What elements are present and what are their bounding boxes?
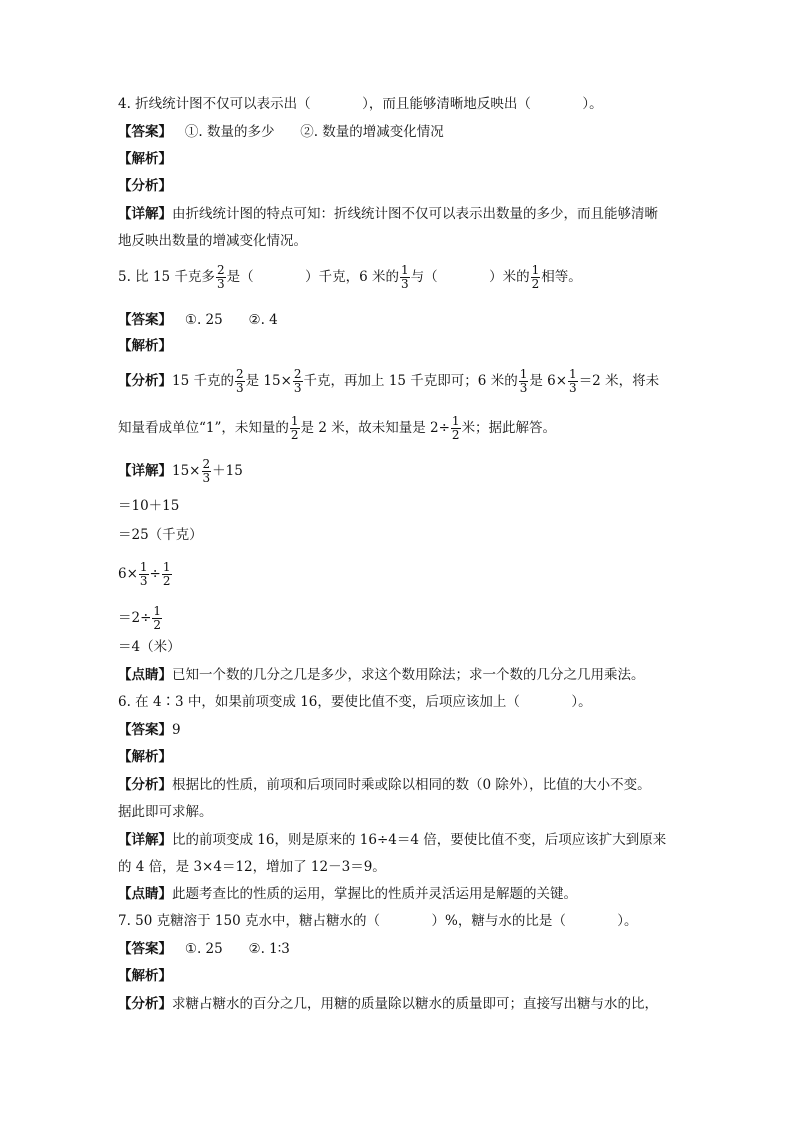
dianjing-label: 【点睛】 [118, 667, 172, 683]
fraction: $\frac{2}{3}$ [216, 263, 225, 291]
q6-answer [118, 720, 181, 740]
q5-detail-step: ＝2÷ $\frac{1}{2}$ [118, 604, 162, 632]
answer-label: 【答案】 [118, 312, 172, 328]
q6-detail: 【详解】比的前项变成 16，则是原来的 16÷4＝4 倍，要使比值不变，后项应该扩大到原来 [118, 832, 667, 848]
q7-fenxi: 【分析】求糖占糖水的百分之几，用糖的质量除以糖水的质量即可；直接写出糖与水的比， [118, 996, 658, 1012]
question-4 [118, 94, 603, 114]
q5-detail-step: 6× $\frac{1}{3}$ ÷ $\frac{1}{2}$ [118, 560, 171, 588]
question-5-text: 是（ ）千克，6 米的 [226, 269, 399, 285]
question-4-text: 4. 折线统计图不仅可以表示出（ ），而且能够清晰地反映出（ ）。 [118, 96, 603, 112]
fraction: $\frac{2}{3}$ [293, 367, 302, 395]
detail-label: 【详解】 [118, 832, 172, 848]
q7-answer [118, 939, 290, 959]
fraction: $\frac{1}{3}$ [519, 367, 528, 395]
q4-detail [118, 204, 658, 224]
detail-label: 【详解】 [118, 206, 172, 222]
detail-label: 【详解】 [118, 463, 172, 479]
fraction: $\frac{2}{3}$ [235, 367, 244, 395]
question-6 [118, 692, 592, 712]
q5-detail-step: ＝4（米） [118, 639, 181, 655]
analysis-label: 【解析】 [118, 968, 172, 984]
q4-fenxi [118, 176, 172, 196]
answer-text: ①. 25 ②. 4 [172, 312, 278, 328]
dianjing-label: 【点睛】 [118, 886, 172, 902]
answer-label: 【答案】 [118, 124, 172, 140]
q4-analysis [118, 149, 172, 169]
analysis-label: 【解析】 [118, 338, 172, 354]
q6-analysis [118, 747, 172, 767]
question-6-text: 6. 在 4∶3 中，如果前项变成 16，要使比值不变，后项应该加上（ ）。 [118, 694, 592, 710]
fraction: $\frac{1}{2}$ [531, 263, 540, 291]
answer-text: 9 [172, 722, 181, 738]
fraction: $\frac{1}{3}$ [139, 560, 148, 588]
answer-text: ①. 数量的多少 ②. 数量的增减变化情况 [172, 124, 444, 140]
q6-fenxi: 【分析】根据比的性质，前项和后项同时乘或除以相同的数（0 除外），比值的大小不变。 [118, 777, 651, 793]
q5-fenxi-cont: 知量看成单位“1”，未知量的 $\frac{1}{2}$ 是 2 米，故未知量是 2÷ $\frac{1}{2}$ 米；据此解答。 [118, 414, 557, 442]
analysis-label: 【解析】 [118, 749, 172, 765]
q5-dianjing: 【点睛】已知一个数的几分之几是多少，求这个数用除法；求一个数的几分之几用乘法。 [118, 667, 645, 683]
q5-fenxi: 【分析】15 千克的 $\frac{2}{3}$ 是 15× $\frac{2}{3}$ 千克，再加上 15 千克即可；6 米的 $\frac{1}{3}$ 是 6× $\frac{1}{3}$ ＝2 米，将未 [118, 367, 660, 395]
q4-answer [118, 122, 444, 142]
question-5-text: 与（ ）米的 [410, 269, 530, 285]
fenxi-label: 【分析】 [118, 178, 172, 194]
analysis-label: 【解析】 [118, 151, 172, 167]
fraction: $\frac{1}{2}$ [153, 604, 162, 632]
q5-analysis [118, 336, 172, 356]
fraction: $\frac{1}{3}$ [569, 367, 577, 395]
q6-detail-cont: 的 4 倍，是 3×4＝12，增加了 12－3＝9。 [118, 859, 386, 875]
q7-analysis [118, 966, 172, 986]
fraction: $\frac{1}{2}$ [451, 414, 460, 442]
q4-detail-cont [118, 231, 307, 251]
q6-dianjing: 【点睛】此题考查比的性质的运用，掌握比的性质并灵活运用是解题的关键。 [118, 886, 577, 902]
fenxi-label: 【分析】 [118, 373, 172, 389]
question-7-text: 7. 50 克糖溶于 150 克水中，糖占糖水的（ ）%，糖与水的比是（ ）。 [118, 913, 638, 929]
fenxi-label: 【分析】 [118, 996, 172, 1012]
detail-text: 地反映出数量的增减变化情况。 [118, 233, 307, 249]
fraction: $\frac{2}{3}$ [202, 457, 211, 485]
q5-detail-step: ＝25（千克） [118, 527, 203, 543]
question-5 [118, 264, 582, 291]
q6-fenxi-cont: 据此即可求解。 [118, 804, 213, 820]
detail-text: 由折线统计图的特点可知：折线统计图不仅可以表示出数量的多少，而且能够清晰 [172, 206, 658, 222]
answer-text: ①. 25 ②. 1∶3 [172, 941, 290, 957]
q5-detail-step: ＝10＋15 [118, 498, 180, 514]
question-5-text: 5. 比 15 千克多 [118, 269, 215, 285]
fraction: $\frac{1}{3}$ [400, 263, 409, 291]
q5-answer [118, 310, 278, 330]
answer-label: 【答案】 [118, 941, 172, 957]
question-5-text: 相等。 [541, 269, 582, 285]
fraction: $\frac{1}{2}$ [290, 414, 299, 442]
fenxi-label: 【分析】 [118, 777, 172, 793]
question-7 [118, 911, 638, 931]
fraction: $\frac{1}{2}$ [162, 560, 171, 588]
answer-label: 【答案】 [118, 722, 172, 738]
q5-detail: 【详解】15× $\frac{2}{3}$ ＋15 [118, 457, 243, 485]
